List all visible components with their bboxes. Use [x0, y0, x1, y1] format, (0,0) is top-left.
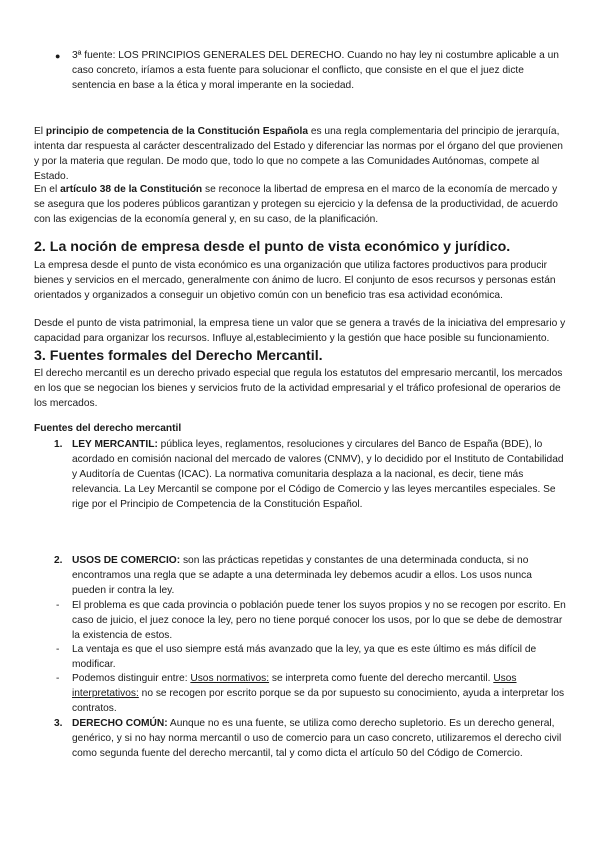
- section2-heading: 2. La noción de empresa desde el punto de vista económico y jurídico.: [34, 239, 511, 255]
- fuentes-subheading: Fuentes del derecho mercantil: [34, 423, 182, 434]
- section2-paragraph-2: Desde el punto de vista patrimonial, la empresa tiene un valor que se genera a través de la iniciativa del empresario y capacidad para organizar los recursos. Influye al,establecimiento y la gestión que hace posible su funcionamiento.: [34, 318, 566, 344]
- list-item-usos-comercio: 2. USOS DE COMERCIO: son las prácticas repetidas y constantes de una determinada conducta, si no encontramos una regla que se adapte a una determinada ley debemos acudir a ellos. Los usos nunca pueden ir contra la ley.: [54, 555, 532, 596]
- dash-item-distinguir: - Podemos distinguir entre: Usos normativos: se interpreta como fuente del derecho mercantil. Usos interpretativos: no se recogen por escrito porque se da por supuesto su conocimiento, ayuda a interpretar los contratos.: [56, 673, 565, 714]
- list-item-ley-mercantil: 1. LEY MERCANTIL: pública leyes, reglamentos, resoluciones y circulares del Banco de España (BDE), lo acordado en comisión nacional del mercado de valores (CNMV), y lo decidido por el Instituto de Contabilidad y Auditoría de Cuentas (ICAC). La normativa comunitaria desplaza a la nacional, es decir, tiene más relevancia. La Ley Mercantil se compone por el Código de Comercio y las leyes mercantiles especiales. Se rige por el Principio de Competencia de la Constitución Español.: [54, 439, 564, 510]
- section3-heading: 3. Fuentes formales del Derecho Mercantil.: [34, 348, 323, 364]
- articulo38-bold: artículo 38 de la Constitución: [60, 184, 203, 195]
- section2-paragraph-1: La empresa desde el punto de vista económico es una organización que utiliza factores productivos para producir bienes y servicios en el mercado, generalmente con ánimo de lucro. El conjunto de esos recursos y personas están orientados y organizados a conseguir un objetivo común con un beneficio tras esa actividad económica.: [34, 260, 556, 301]
- section3-paragraph: El derecho mercantil es un derecho privado especial que regula los estatutos del empresario mercantil, los mercados en los que se negocian los bienes y servicios fruto de la actividad empresarial y el tráfico profesional de operarios de los mercados.: [34, 368, 563, 409]
- bullet-dot-icon: ●: [55, 51, 61, 61]
- competencia-bold: principio de competencia de la Constitución Española: [45, 126, 308, 137]
- dash-item-problema: - El problema es que cada provincia o población puede tener los suyos propios y no se recogen por escrito. En caso de juicio, el juez conoce la ley, pero no tiene porqué conocer los usos, por lo que se debe de demostrar la existencia de estos.: [56, 600, 566, 641]
- competencia-paragraph: El principio de competencia de la Constitución Española es una regla complementaria del principio de jerarquía, intenta dar respuesta al carácter descentralizado del Estado y diferenciar las normas por el órgano del que provienen y por la materia que regulan. De modo que, todo lo que no compete a las Comunidades Autónomas, compete al Estado.: [34, 126, 563, 182]
- list-item-derecho-comun: 3. DERECHO COMÚN: Aunque no es una fuente, se utiliza como derecho supletorio. Es un derecho general, genérico, y si no hay norma mercantil o uso de comercio para un caso concreto, utilizaremos el derecho civil como segunda fuente del derecho mercantil, tal y como dicta el artículo 50 del Código de Comercio.: [54, 718, 562, 759]
- bullet-paragraph: 3ª fuente: LOS PRINCIPIOS GENERALES DEL DERECHO. Cuando no hay ley ni costumbre aplicable a un caso concreto, iríamos a esta fuente para solucionar el conflicto, que consiste en el que el juez dicte sentencia en base a la ética y moral imperante en la sociedad.: [72, 50, 559, 91]
- articulo38-paragraph: En el artículo 38 de la Constitución se reconoce la libertad de empresa en el marco de la economía de mercado y se asegura que los poderes públicos garantizan y protegen su ejercicio y la defensa de la productividad, de acuerdo con las exigencias de la economía general y, en su caso, de la planificación.: [34, 184, 558, 225]
- dash-item-ventaja: - La ventaja es que el uso siempre está más avanzado que la ley, ya que es este último es más difícil de modificar.: [56, 644, 537, 670]
